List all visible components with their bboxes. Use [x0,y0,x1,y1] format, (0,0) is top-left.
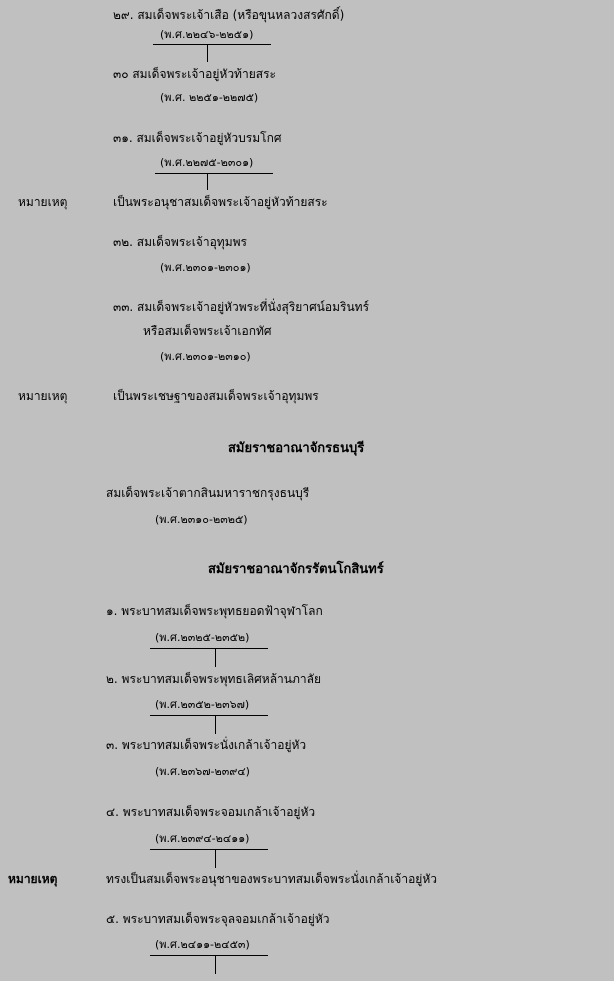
connector [207,44,208,62]
rama-5-name: ๕. พระบาทสมเด็จพระจุลจอมเกล้าเจ้าอยู่หัว [106,912,330,926]
king-31-years: (พ.ศ.๒๒๗๕-๒๓๐๑) [160,156,254,169]
king-30-name: ๓๐ สมเด็จพระเจ้าอยู่หัวท้ายสระ [113,67,276,81]
king-33-alt-name: หรือสมเด็จพระเจ้าเอกทัศ [143,324,272,338]
note-1-text: เป็นพระอนุชาสมเด็จพระเจ้าอยู่หัวท้ายสระ [113,195,328,209]
divider [150,648,268,649]
connector [215,955,216,974]
king-29-name: ๒๙. สมเด็จพระเจ้าเสือ (หรือขุนหลวงสรศักดิ์) [113,8,345,22]
divider [150,715,268,716]
connector [215,849,216,868]
rama-4-name: ๔. พระบาทสมเด็จพระจอมเกล้าเจ้าอยู่หัว [106,805,316,819]
thonburi-king-name: สมเด็จพระเจ้าตากสินมหาราชกรุงธนบุรี [106,486,310,500]
rama-2-years: (พ.ศ.๒๓๕๒-๒๓๖๗) [155,698,250,711]
rama-5-years: (พ.ศ.๒๔๑๑-๒๔๕๓) [155,938,250,951]
king-30-years: (พ.ศ. ๒๒๕๑-๒๒๗๕) [160,91,259,104]
rattanakosin-note-text: ทรงเป็นสมเด็จพระอนุชาของพระบาทสมเด็จพระนั่งเกล้าเจ้าอยู่หัว [106,872,437,886]
rama-4-years: (พ.ศ.๒๓๙๔-๒๔๑๑) [155,832,250,845]
divider [150,849,268,850]
divider [153,44,271,45]
king-31-name: ๓๑. สมเด็จพระเจ้าอยู่หัวบรมโกศ [113,131,282,145]
rama-1-name: ๑. พระบาทสมเด็จพระพุทธยอดฟ้าจุฬาโลก [106,604,323,618]
rama-1-years: (พ.ศ.๒๓๒๕-๒๓๕๒) [155,631,250,644]
divider [155,173,273,174]
rattanakosin-note-label: หมายเหตุ [8,872,58,886]
thonburi-king-years: (พ.ศ.๒๓๑๐-๒๓๒๕) [155,513,248,526]
note-2-label: หมายเหตุ [18,389,68,403]
king-29-years: (พ.ศ.๒๒๔๖-๒๒๕๑) [160,28,254,41]
connector [215,715,216,734]
connector [215,648,216,667]
rama-2-name: ๒. พระบาทสมเด็จพระพุทธเลิศหล้านภาลัย [106,672,322,686]
rama-3-name: ๓. พระบาทสมเด็จพระนั่งเกล้าเจ้าอยู่หัว [106,738,307,752]
note-1-label: หมายเหตุ [18,195,68,209]
king-33-name: ๓๓. สมเด็จพระเจ้าอยู่หัวพระที่นั่งสุริยาศน์อมรินทร์ [113,300,370,314]
rattanakosin-heading: สมัยราชอาณาจักรรัตนโกสินทร์ [208,562,384,577]
thonburi-heading: สมัยราชอาณาจักรธนบุรี [228,441,365,456]
divider [150,955,268,956]
note-2-text: เป็นพระเชษฐาของสมเด็จพระเจ้าอุทุมพร [113,389,319,403]
connector [207,173,208,190]
king-32-name: ๓๒. สมเด็จพระเจ้าอุทุมพร [113,235,247,249]
king-32-years: (พ.ศ.๒๓๐๑-๒๓๐๑) [160,261,251,274]
rama-3-years: (พ.ศ.๒๓๖๗-๒๓๙๔) [155,765,250,778]
king-33-years: (พ.ศ.๒๓๐๑-๒๓๑๐) [160,350,251,363]
